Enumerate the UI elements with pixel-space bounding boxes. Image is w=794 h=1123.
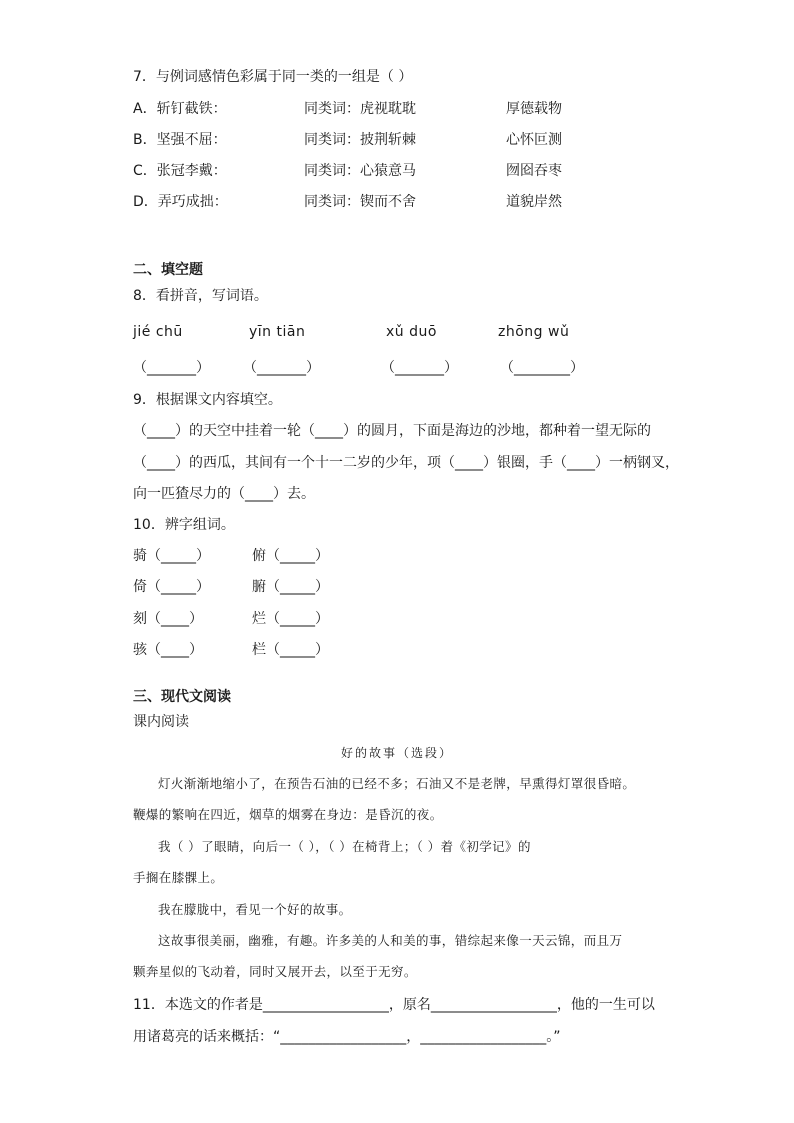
q7-option-c-right: 囫囵吞枣: [506, 163, 562, 179]
q7-option-b-label: B．坚强不屈：: [133, 132, 227, 148]
q10-row-4-left: 骇（____）: [133, 642, 203, 658]
passage-line-3: 我（ ）了眼睛，向后一（ ），（ ）在椅背上；（ ）着《初学记》的: [158, 839, 531, 854]
q7-option-b-right: 心怀叵测: [506, 132, 562, 148]
q8-pinyin-2: yīn tiān: [249, 324, 306, 340]
q7-option-d-right: 道貌岸然: [506, 194, 562, 210]
section-3-subtitle: 课内阅读: [133, 714, 189, 730]
q10-row-2-left: 倚（_____）: [133, 579, 210, 595]
passage-line-1: 灯火渐渐地缩小了，在预告石油的已经不多；石油又不是老牌，早熏得灯罩很昏暗。: [158, 776, 636, 791]
q8-blank-2[interactable]: （_______）: [243, 360, 320, 376]
q10-row-1-left: 骑（_____）: [133, 548, 210, 564]
q11-line-1: 11．本选文的作者是__________________，原名__________________，他的一生可以: [133, 997, 655, 1013]
q7-option-c-label: C．张冠李戴：: [133, 163, 227, 179]
q7-option-a-right: 厚德载物: [506, 101, 562, 117]
q11-line-2: 用诸葛亮的话来概括：“__________________，__________________。”: [133, 1029, 561, 1045]
passage-title: 好的故事（选段）: [340, 746, 453, 760]
q7-option-a-middle: 同类词：虎视耽耽: [304, 101, 416, 117]
q9-line-3: 向一匹猹尽力的（____）去。: [133, 486, 315, 502]
q7-option-c-middle: 同类词：心猿意马: [304, 163, 416, 179]
q8-blank-3[interactable]: （_______）: [381, 360, 458, 376]
q7-option-a-label: A．斩钉截铁：: [133, 101, 227, 117]
q8-pinyin-1: jié chū: [133, 324, 183, 340]
q8-pinyin-4: zhōng wǔ: [498, 324, 570, 340]
q10-row-4-right: 栏（_____）: [252, 642, 329, 658]
passage-line-4: 手搁在膝髁上。: [133, 870, 224, 885]
section-2-heading: 二、填空题: [133, 262, 203, 278]
q8-pinyin-3: xǔ duō: [386, 324, 437, 340]
q7-stem: 7．与例词感情色彩属于同一类的一组是（ ）: [133, 69, 413, 85]
q7-option-b-middle: 同类词：披荆斩棘: [304, 132, 416, 148]
q10-row-3-right: 烂（_____）: [252, 611, 329, 627]
q10-stem: 10．辨字组词。: [133, 517, 235, 533]
q9-line-2: （____）的西瓜，其间有一个十一二岁的少年，项（____）银圈，手（____）一柄钢叉，: [133, 455, 679, 471]
q9-stem: 9．根据课文内容填空。: [133, 392, 282, 408]
section-3-heading: 三、现代文阅读: [133, 689, 231, 705]
q10-row-2-right: 腑（_____）: [252, 579, 329, 595]
q7-option-d-middle: 同类词：锲而不舍: [304, 194, 416, 210]
q8-stem: 8．看拼音，写词语。: [133, 288, 268, 304]
q9-line-1: （____）的天空中挂着一轮（____）的圆月，下面是海边的沙地，都种着一望无际的: [133, 423, 651, 439]
q8-blank-1[interactable]: （_______）: [133, 360, 210, 376]
passage-line-2: 鞭爆的繁响在四近，烟草的烟雾在身边：是昏沉的夜。: [133, 807, 443, 822]
q10-row-1-right: 俯（_____）: [252, 548, 329, 564]
passage-line-6: 这故事很美丽，幽雅，有趣。许多美的人和美的事，错综起来像一天云锦，而且万: [158, 933, 623, 948]
q10-row-3-left: 刻（____）: [133, 611, 203, 627]
passage-line-5: 我在朦胧中，看见一个好的故事。: [158, 902, 352, 917]
q8-blank-4[interactable]: （________）: [500, 360, 584, 376]
passage-line-7: 颗奔星似的飞动着，同时又展开去，以至于无穷。: [133, 964, 417, 979]
q7-option-d-label: D．弄巧成拙：: [133, 194, 228, 210]
